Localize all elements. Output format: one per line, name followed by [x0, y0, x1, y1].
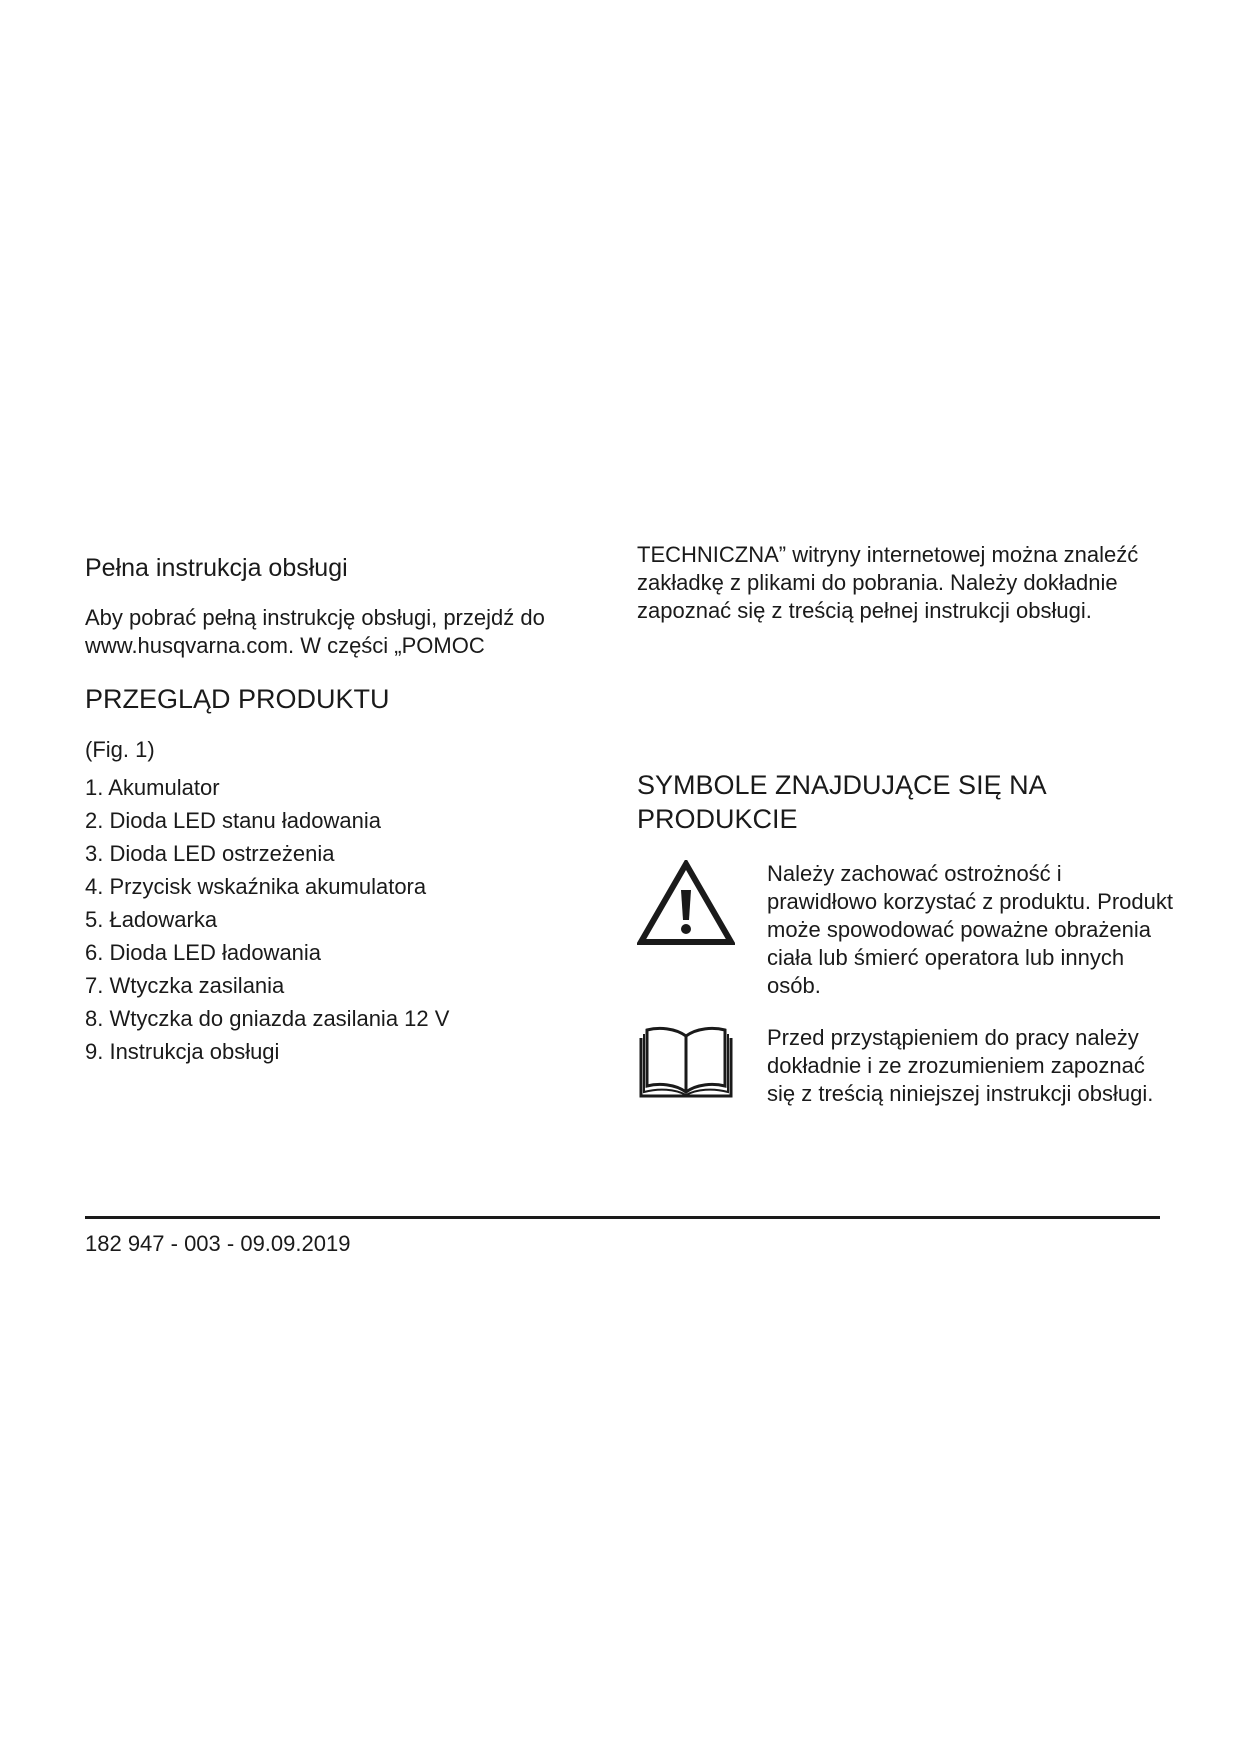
parts-list — [85, 774, 605, 1066]
open-book-icon — [637, 1024, 735, 1105]
footer-divider — [85, 1216, 1160, 1219]
symbols-heading: SYMBOLE ZNAJDUJĄCE SIĘ NA PRODUKCIE — [637, 770, 1046, 834]
list-item: 2. Dioda LED stanu ładowania — [85, 808, 381, 833]
figure-reference: (Fig. 1) — [85, 737, 155, 762]
full-manual-text-start: Aby pobrać pełną instrukcję obsługi, przejdź do www.husqvarna.com. W części „POMOC — [85, 605, 545, 658]
list-item: 6. Dioda LED ładowania — [85, 940, 322, 965]
list-item: 5. Ładowarka — [85, 907, 218, 932]
left-column — [85, 552, 605, 1071]
list-item: 3. Dioda LED ostrzeżenia — [85, 841, 335, 866]
product-overview-heading: PRZEGLĄD PRODUKTU — [85, 684, 390, 714]
warning-triangle-icon — [637, 860, 735, 951]
list-item: 1. Akumulator — [85, 775, 220, 800]
manual-symbol-text: Przed przystąpieniem do pracy należy dokładnie i ze zrozumieniem zapoznać się z treścią niniejszej instrukcji obsługi. — [767, 1025, 1154, 1106]
list-item: 8. Wtyczka do gniazda zasilania 12 V — [85, 1006, 450, 1031]
right-column-continuation — [637, 541, 1177, 625]
full-manual-text-end: TECHNICZNA” witryny internetowej można znaleźć zakładkę z plikami do pobrania. Należy dokładnie zapoznać się z treścią pełnej instrukcji obsługi. — [637, 542, 1139, 623]
document-code: 182 947 - 003 - 09.09.2019 — [85, 1231, 351, 1256]
warning-symbol-text: Należy zachować ostrożność i prawidłowo korzystać z produktu. Produkt może spowodować poważne obrażenia ciała lub śmierć operatora lub innych osób. — [767, 861, 1173, 998]
list-item: 4. Przycisk wskaźnika akumulatora — [85, 874, 427, 899]
full-manual-heading: Pełna instrukcja obsługi — [85, 554, 348, 582]
list-item: 9. Instrukcja obsługi — [85, 1039, 280, 1064]
list-item: 7. Wtyczka zasilania — [85, 973, 285, 998]
